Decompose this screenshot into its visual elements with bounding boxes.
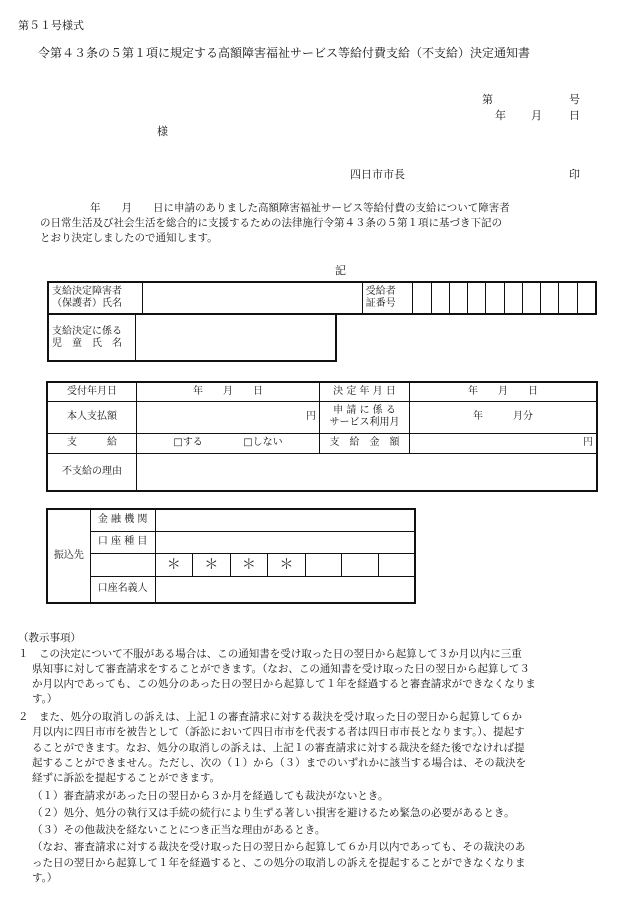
recipient-number-digit[interactable] xyxy=(431,282,449,314)
received-date-value[interactable]: 年 月 日 xyxy=(137,382,320,401)
child-name-label-line1: 支給決定に係る xyxy=(52,325,122,337)
bank-label: 金 融 機 関 xyxy=(90,509,155,531)
date-day: 日 xyxy=(569,109,580,122)
reason-label: 不支給の理由 xyxy=(47,453,137,491)
date-year: 年 xyxy=(495,109,506,122)
child-name-field[interactable] xyxy=(136,314,337,361)
account-number-masked: ＊ xyxy=(268,553,306,576)
recipient-number-digit[interactable] xyxy=(504,282,522,314)
date-month: 月 xyxy=(531,109,542,122)
note-1-line-3: か月以内であっても、この処分のあった日の翌日から起算して１年を経過すると審査請求ができなくなりま xyxy=(32,678,536,690)
note-1-line-2: 県知事に対して審査請求をすることができます。（なお、この通知書を受け取った日の翌日から起算して３ xyxy=(32,663,530,675)
reason-field[interactable] xyxy=(137,453,598,491)
account-number-label xyxy=(90,553,155,576)
account-holder-label: 口座名義人 xyxy=(90,576,155,603)
doc-number-suffix: 号 xyxy=(569,93,580,106)
transfer-table xyxy=(46,508,416,604)
note-1-line-1: １ この決定について不服がある場合は、この通知書を受け取った日の翌日から起算して３か月以内に三重 xyxy=(18,648,522,660)
received-date-label: 受付年月日 xyxy=(47,382,137,401)
note-sub-1: （１）審査請求があった日の翌日から３か月を経過しても裁決がないとき。 xyxy=(32,790,389,802)
account-number-digit[interactable] xyxy=(305,553,341,576)
recipient-number-label xyxy=(362,282,413,314)
note-2-line-5: 経ずに訴訟を提起することができます。 xyxy=(32,772,221,784)
transfer-label: 振込先 xyxy=(47,509,90,603)
payment-label: 支 給 xyxy=(47,433,137,453)
intro-line-3: とおり決定しましたので通知します。 xyxy=(40,232,218,244)
applicant-name-field[interactable] xyxy=(142,282,362,314)
self-pay-label: 本人支払額 xyxy=(47,401,137,433)
account-number-masked: ＊ xyxy=(193,553,231,576)
payment-options xyxy=(137,433,320,453)
account-holder-field[interactable] xyxy=(155,576,415,603)
note-2-line-1: ２ また、処分の取消しの訴えは、上記１の審査請求に対する裁決を受け取った日の翌日から起算して６か xyxy=(18,711,522,723)
child-name-label-line2: 児 童 氏 名 xyxy=(52,337,122,349)
ki-mark: 記 xyxy=(335,264,346,277)
issuer-name: 四日市市長 xyxy=(350,168,405,181)
account-number-digit[interactable] xyxy=(342,553,378,576)
note-3-line-2: った日の翌日から起算して１年を経過すると、この処分の取消しの訴えを提起することができなくなりま xyxy=(32,857,526,869)
self-pay-field[interactable] xyxy=(137,401,320,433)
service-month-value[interactable]: 年 月分 xyxy=(410,401,598,433)
note-sub-2: （２）処分、処分の執行又は手続の続行により生ずる著しい損害を避けるため緊急の必要があるとき。 xyxy=(32,807,515,819)
note-2-line-3: ることができます。なお、処分の取消しの訴えは、上記１の審査請求に対する裁決を経た後でなければ提 xyxy=(32,742,525,754)
decision-date-value[interactable]: 年 月 日 xyxy=(410,382,598,401)
payment-amount-field[interactable] xyxy=(410,433,598,453)
intro-line-2: の日常生活及び社会生活を総合的に支援するための法律施行令第４３条の５第１項に基づき下記の xyxy=(40,217,502,229)
decision-table xyxy=(46,381,598,492)
intro-line-1: 年 月 日に申請のありました高額障害福祉サービス等給付費の支給について障害者 xyxy=(90,202,510,214)
account-type-field[interactable] xyxy=(155,531,415,553)
document-title: 令第４３条の５第１項に規定する高額障害福祉サービス等給付費支給（不支給）決定通知書 xyxy=(38,46,531,60)
note-3-line-1: （なお、審査請求に対する裁決を受け取った日の翌日から起算して６か月以内であっても、その裁決のあ xyxy=(32,841,526,853)
payment-amount-yen: 円 xyxy=(583,437,593,448)
decision-date-label: 決 定 年 月 日 xyxy=(320,382,410,401)
note-2-line-4: 起することができません。ただし、次の（１）から（３）までのいずれかに該当する場合は、その裁決を xyxy=(32,757,527,769)
recipient-number-digit[interactable] xyxy=(468,282,486,314)
notes-heading: （教示事項） xyxy=(18,632,81,644)
recipient-number-digit[interactable] xyxy=(413,282,431,314)
service-month-label-line2: サービス利用月 xyxy=(329,417,400,428)
service-month-label-line1: 申 請 に 係 る xyxy=(333,405,396,416)
option-yes-checkbox[interactable]: □する xyxy=(173,437,203,448)
bank-field[interactable] xyxy=(155,509,415,531)
applicant-label-line2: （保護者）氏名 xyxy=(52,298,122,309)
child-name-label xyxy=(48,314,136,361)
account-number-masked: ＊ xyxy=(230,553,268,576)
recipient-suffix: 様 xyxy=(157,125,168,138)
service-month-label xyxy=(320,401,410,433)
recipient-number-digit[interactable] xyxy=(449,282,467,314)
recipient-number-label-line1: 受給者 xyxy=(365,286,396,297)
note-3-line-3: す。） xyxy=(32,872,58,884)
option-no-checkbox[interactable]: □しない xyxy=(243,437,283,448)
note-1-line-4: す。） xyxy=(32,693,58,705)
self-pay-yen: 円 xyxy=(306,411,316,422)
account-number-masked: ＊ xyxy=(155,553,193,576)
note-sub-3: （３）その他裁決を経ないことにつき正当な理由があるとき。 xyxy=(32,824,326,836)
applicant-label xyxy=(48,282,142,314)
note-2-line-2: 月以内に四日市市を被告として（訴訟において四日市市を代表する者は四日市市長となります。）、提起す xyxy=(32,726,525,738)
form-number: 第５１号様式 xyxy=(18,19,84,32)
seal-mark: 印 xyxy=(569,168,580,181)
recipient-number-digit[interactable] xyxy=(541,282,559,314)
account-type-label: 口 座 種 目 xyxy=(90,531,155,553)
recipient-number-digit[interactable] xyxy=(486,282,504,314)
recipient-number-digit[interactable] xyxy=(559,282,577,314)
payment-amount-label: 支 給 金 額 xyxy=(320,433,410,453)
recipient-number-digit[interactable] xyxy=(577,282,596,314)
recipient-number-digit[interactable] xyxy=(522,282,540,314)
account-number-digit[interactable] xyxy=(378,553,415,576)
doc-number-prefix: 第 xyxy=(482,93,493,106)
recipient-number-label-line2: 証番号 xyxy=(365,298,396,309)
applicant-label-line1: 支給決定障害者 xyxy=(52,286,122,297)
